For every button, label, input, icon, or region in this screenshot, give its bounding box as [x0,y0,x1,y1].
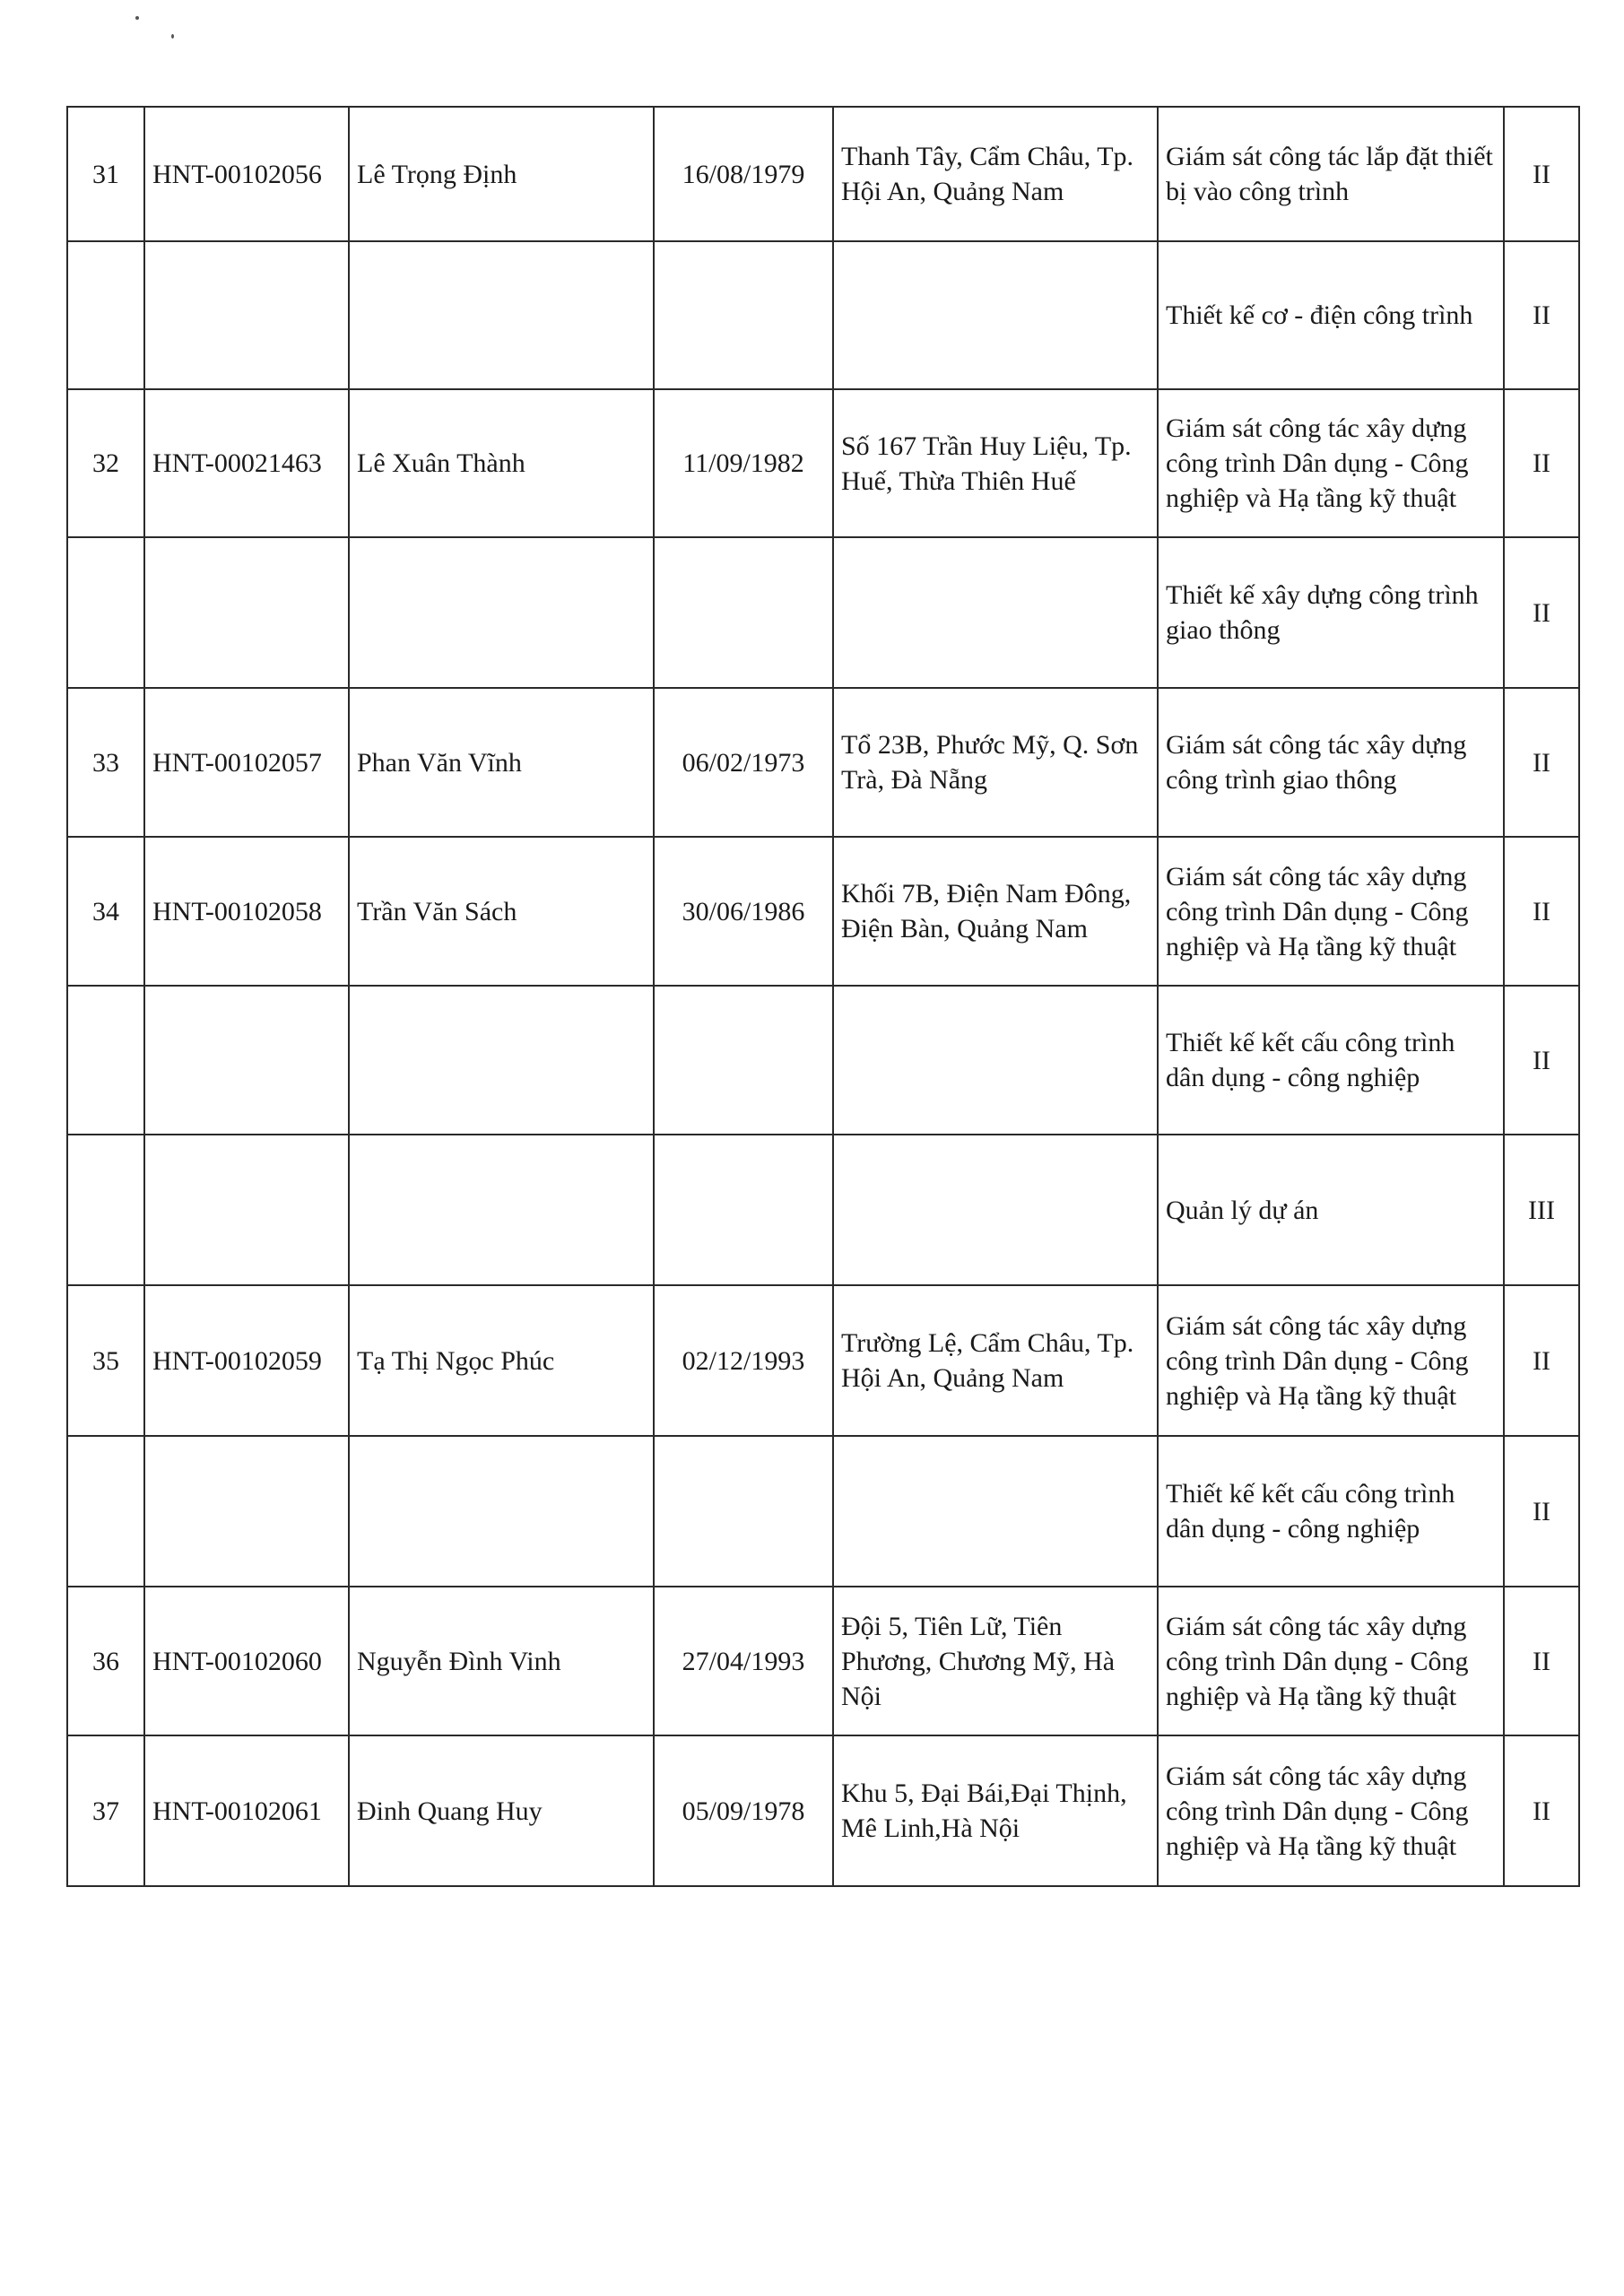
address [833,241,1158,389]
practice-field: Quản lý dự án [1158,1135,1504,1285]
grade: II [1504,107,1579,241]
certificate-code: HNT-00102060 [144,1587,349,1735]
certificate-registry-table [66,106,1580,1887]
row-number: 33 [67,688,144,837]
date-of-birth [654,241,833,389]
date-of-birth: 27/04/1993 [654,1587,833,1735]
certificate-code: HNT-00102061 [144,1735,349,1886]
certificate-code [144,1135,349,1285]
practice-field: Thiết kế kết cấu công trình dân dụng - công nghiệp [1158,1436,1504,1587]
address: Đội 5, Tiên Lữ, Tiên Phương, Chương Mỹ, Hà Nội [833,1587,1158,1735]
address: Trường Lệ, Cẩm Châu, Tp. Hội An, Quảng Nam [833,1285,1158,1436]
practice-field: Giám sát công tác xây dựng công trình giao thông [1158,688,1504,837]
date-of-birth: 02/12/1993 [654,1285,833,1436]
date-of-birth: 06/02/1973 [654,688,833,837]
person-name: Nguyễn Đình Vinh [349,1587,654,1735]
grade: II [1504,1436,1579,1587]
date-of-birth: 05/09/1978 [654,1735,833,1886]
table-row [67,1735,1579,1886]
grade: II [1504,389,1579,537]
row-number: 35 [67,1285,144,1436]
table-row [67,241,1579,389]
practice-field: Giám sát công tác xây dựng công trình Dân dụng - Công nghiệp và Hạ tầng kỹ thuật [1158,1285,1504,1436]
row-number [67,1436,144,1587]
table-row [67,107,1579,241]
table-row [67,1135,1579,1285]
certificate-code: HNT-00102056 [144,107,349,241]
person-name [349,986,654,1135]
date-of-birth [654,986,833,1135]
person-name: Phan Văn Vĩnh [349,688,654,837]
person-name [349,1436,654,1587]
certificate-code [144,537,349,688]
scan-speck [171,34,174,39]
grade: II [1504,537,1579,688]
certificate-code: HNT-00102059 [144,1285,349,1436]
practice-field: Giám sát công tác xây dựng công trình Dân dụng - Công nghiệp và Hạ tầng kỹ thuật [1158,837,1504,986]
address [833,1436,1158,1587]
certificate-code: HNT-00102057 [144,688,349,837]
practice-field: Giám sát công tác lắp đặt thiết bị vào công trình [1158,107,1504,241]
certificate-code [144,241,349,389]
person-name [349,537,654,688]
row-number: 31 [67,107,144,241]
grade: II [1504,688,1579,837]
practice-field: Giám sát công tác xây dựng công trình Dân dụng - Công nghiệp và Hạ tầng kỹ thuật [1158,1587,1504,1735]
row-number [67,241,144,389]
row-number [67,986,144,1135]
table-row [67,986,1579,1135]
grade: II [1504,986,1579,1135]
person-name: Lê Xuân Thành [349,389,654,537]
table-row [67,837,1579,986]
table-row [67,1436,1579,1587]
scan-speck [135,16,139,20]
table-body [67,107,1579,1886]
address: Khu 5, Đại Bái,Đại Thịnh, Mê Linh,Hà Nội [833,1735,1158,1886]
practice-field: Thiết kế cơ - điện công trình [1158,241,1504,389]
certificate-code: HNT-00021463 [144,389,349,537]
certificate-code: HNT-00102058 [144,837,349,986]
practice-field: Giám sát công tác xây dựng công trình Dân dụng - Công nghiệp và Hạ tầng kỹ thuật [1158,1735,1504,1886]
person-name [349,241,654,389]
certificate-code [144,986,349,1135]
person-name: Đinh Quang Huy [349,1735,654,1886]
address: Tổ 23B, Phước Mỹ, Q. Sơn Trà, Đà Nẵng [833,688,1158,837]
practice-field: Thiết kế kết cấu công trình dân dụng - công nghiệp [1158,986,1504,1135]
grade: II [1504,1735,1579,1886]
address [833,537,1158,688]
grade: II [1504,837,1579,986]
table-row [67,389,1579,537]
address [833,1135,1158,1285]
row-number: 32 [67,389,144,537]
person-name: Tạ Thị Ngọc Phúc [349,1285,654,1436]
grade: II [1504,241,1579,389]
address [833,986,1158,1135]
address: Khối 7B, Điện Nam Đông, Điện Bàn, Quảng Nam [833,837,1158,986]
row-number: 34 [67,837,144,986]
person-name [349,1135,654,1285]
date-of-birth [654,1135,833,1285]
grade: II [1504,1285,1579,1436]
practice-field: Thiết kế xây dựng công trình giao thông [1158,537,1504,688]
certificate-code [144,1436,349,1587]
address: Số 167 Trần Huy Liệu, Tp. Huế, Thừa Thiên Huế [833,389,1158,537]
row-number [67,1135,144,1285]
row-number: 37 [67,1735,144,1886]
grade: III [1504,1135,1579,1285]
table-row [67,1587,1579,1735]
address: Thanh Tây, Cẩm Châu, Tp. Hội An, Quảng Nam [833,107,1158,241]
row-number [67,537,144,688]
date-of-birth [654,1436,833,1587]
date-of-birth: 11/09/1982 [654,389,833,537]
date-of-birth: 30/06/1986 [654,837,833,986]
practice-field: Giám sát công tác xây dựng công trình Dân dụng - Công nghiệp và Hạ tầng kỹ thuật [1158,389,1504,537]
date-of-birth: 16/08/1979 [654,107,833,241]
person-name: Lê Trọng Định [349,107,654,241]
table-row [67,537,1579,688]
table-row [67,688,1579,837]
grade: II [1504,1587,1579,1735]
table-row [67,1285,1579,1436]
person-name: Trần Văn Sách [349,837,654,986]
row-number: 36 [67,1587,144,1735]
date-of-birth [654,537,833,688]
